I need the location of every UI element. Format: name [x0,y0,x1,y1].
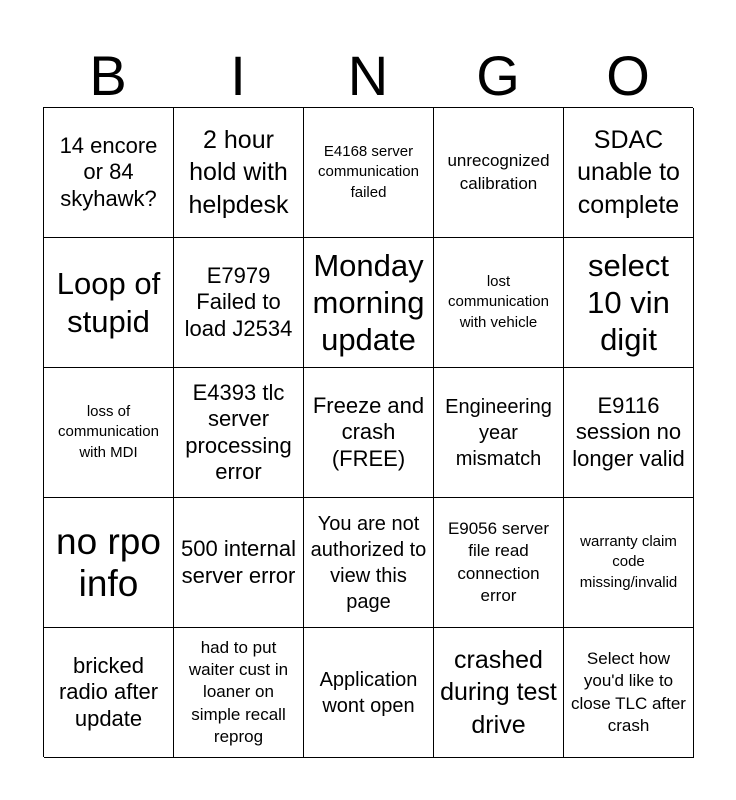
cell-text: Monday morning update [312,247,425,358]
cell-text: warranty claim code missing/invalid [579,533,678,591]
bingo-cell[interactable] [44,368,174,498]
bingo-cell[interactable] [564,368,694,498]
cell-text: unrecognized calibration [447,151,550,193]
bingo-cell[interactable] [304,628,434,758]
cell-text: crashed during test drive [440,645,557,739]
cell-text: E7979 Failed to load J2534 [184,262,293,341]
bingo-cell[interactable] [174,498,304,628]
bingo-cell[interactable] [434,368,564,498]
cell-text: select 10 vin digit [587,247,670,358]
cell-text: 500 internal server error [181,536,296,588]
header-letter-g: G [476,44,520,107]
cell-text: 2 hour hold with helpdesk [188,125,289,219]
cell-text: Loop of stupid [56,266,161,339]
cell-text: Engineering year mismatch [445,395,552,470]
bingo-cell[interactable] [174,238,304,368]
cell-text: loss of communication with MDI [58,403,159,461]
cell-text: 14 encore or 84 skyhawk? [59,132,158,211]
cell-text: E9056 server file read connection error [447,519,550,605]
cell-text: had to put waiter cust in loaner on simple recall reprog [188,638,289,746]
bingo-cell[interactable] [304,238,434,368]
bingo-cell[interactable] [44,108,174,238]
bingo-cell[interactable] [304,368,434,498]
cell-text: SDAC unable to complete [577,125,680,219]
bingo-cell[interactable] [304,108,434,238]
bingo-cell[interactable] [44,238,174,368]
bingo-cell[interactable] [44,498,174,628]
header-letter-b: B [89,44,127,107]
header-letter-n: N [347,44,389,107]
cell-text: Application wont open [319,668,418,717]
bingo-cell[interactable] [174,628,304,758]
bingo-board [43,107,693,757]
cell-text: You are not authorized to view this page [310,512,427,613]
cell-text: bricked radio after update [58,652,159,731]
cell-text: E4393 tlc server processing error [185,379,292,484]
bingo-header [43,44,693,108]
bingo-cell[interactable] [434,238,564,368]
bingo-cell[interactable] [564,628,694,758]
bingo-cell[interactable] [304,498,434,628]
cell-text: E4168 server communication failed [318,143,419,201]
bingo-cell[interactable] [44,628,174,758]
cell-text: Select how you'd like to close TLC after crash [571,649,686,735]
bingo-cell[interactable] [564,498,694,628]
cell-text: no rpo info [56,521,161,604]
header-letter-i: I [230,44,246,107]
header-letter-o: O [606,44,650,107]
bingo-cell[interactable] [434,498,564,628]
bingo-cell[interactable] [174,108,304,238]
cell-text: E9116 session no longer valid [572,392,685,471]
bingo-cell[interactable] [434,628,564,758]
cell-text: lost communication with vehicle [448,273,549,331]
bingo-cell[interactable] [434,108,564,238]
bingo-cell[interactable] [174,368,304,498]
bingo-cell[interactable] [564,238,694,368]
bingo-cell[interactable] [564,108,694,238]
cell-text: Freeze and crash (FREE) [312,392,425,471]
